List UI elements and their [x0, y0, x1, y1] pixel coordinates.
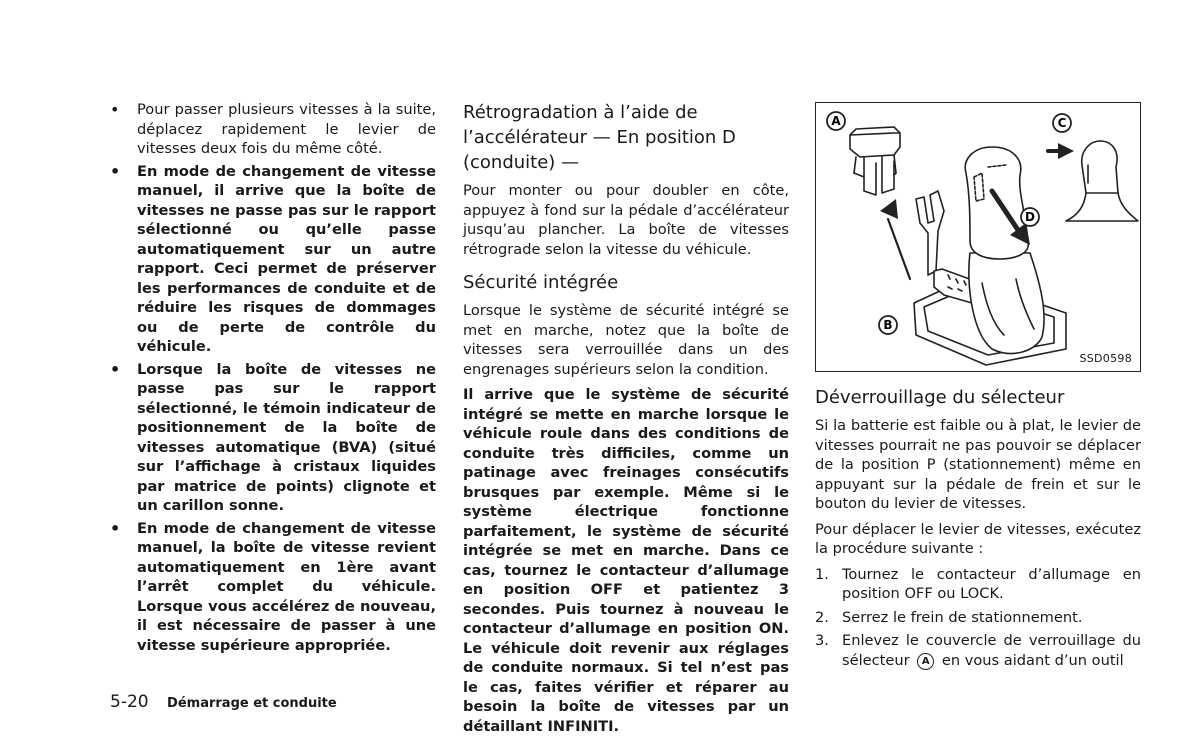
failsafe-heading: Sécurité intégrée	[463, 272, 619, 293]
middle-column	[463, 100, 789, 742]
failsafe-paragraph: Lorsque le système de sécurité intégré se met en marche, notez que la boîte de vitesses sera verrouillée dans un des engrenages supérieurs selon la condition.	[463, 302, 789, 378]
step-text: Enlevez le couvercle de verrouillage du sélecteur	[842, 632, 1141, 669]
bullet-item: • En mode de changement de vitesse manuel, il arrive que la boîte de vitesses ne passe pas sur le rapport sélectionné ou qu’elle passe automatiquement sur un autre rapport. Ceci permet de préserver les performances de conduite et de réduire les risques de dommages ou de perte de contrôle du véhicule.	[110, 162, 436, 357]
step-number: 1.	[815, 565, 829, 583]
label-c: C	[1057, 116, 1067, 130]
figure-code: SSD0598	[1079, 352, 1132, 365]
label-a: A	[831, 114, 841, 128]
page-number: 5-20	[110, 692, 149, 712]
bullet-item: • Lorsque la boîte de vitesses ne passe pas sur le rapport sélectionné, le témoin indicateur de positionnement de la boîte de vitesses automatique (BVA) (situé sur l’affichage à cristaux liquides par matrice de points) clignote et un carillon sonne.	[110, 360, 436, 516]
procedure-intro: Pour déplacer le levier de vitesses, exécutez la procédure suivante :	[815, 520, 1141, 557]
bullet-item: • En mode de changement de vitesse manuel, la boîte de vitesse revient automatiquement en 1ère avant l’arrêt complet du véhicule. Lorsque vous accélérez de nouveau, il est nécessaire de passer à une vitesse supérieure appropriée.	[110, 519, 436, 656]
left-column	[110, 100, 436, 658]
shifter-drawing	[816, 103, 1140, 371]
right-column	[815, 385, 1141, 674]
step-text: en vous aidant d’un outil	[941, 651, 1124, 669]
step-text: Tournez le contacteur d’allumage en position OFF ou LOCK.	[842, 565, 1141, 602]
shift-lock-paragraph: Si la batterie est faible ou à plat, le levier de vitesses pourrait ne pas pouvoir se déplacer de la position P (stationnement) même en appuyant sur la pédale de frein et sur le bouton du levier de vitesses.	[815, 417, 1141, 512]
marker-a-icon: A	[917, 653, 934, 670]
bullet-list	[110, 100, 436, 655]
step-item	[815, 631, 1141, 670]
step-item	[815, 565, 1141, 604]
shift-lock-illustration	[815, 102, 1141, 372]
page-footer	[110, 692, 337, 712]
step-number: 3.	[815, 632, 829, 649]
kickdown-paragraph: Pour monter ou pour doubler en côte, appuyez à fond sur la pédale d’accélérateur jusqu’au plancher. La boîte de vitesses rétrograde selon la vitesse du véhicule.	[463, 182, 789, 258]
label-b: B	[883, 318, 893, 332]
step-number: 2.	[815, 608, 829, 626]
section-title: Démarrage et conduite	[167, 696, 337, 711]
step-item	[815, 608, 1141, 628]
failsafe-warning: Il arrive que le système de sécurité intégré se mette en marche lorsque le véhicule roule dans des conditions de conduite très difficiles, comme un patinage avec freinages consécutifs brusques par exemple. Même si le système électrique fonctionne parfaitement, le système de sécurité intégrée se met en marche. Dans ce cas, tournez le contacteur d’allumage en position OFF et patientez 3 secondes. Puis tournez à nouveau le contacteur d’allumage en position ON. Le véhicule doit revenir aux réglages de conduite normaux. Si tel n’est pas le cas, faites vérifier et réparer au besoin la boîte de vitesses par un détaillant INFINITI.	[463, 386, 789, 735]
kickdown-heading: Rétrogradation à l’aide de l’accélérateur — En position D (conduite) —	[463, 102, 736, 173]
bullet-item: • Pour passer plusieurs vitesses à la suite, déplacez rapidement le levier de vitesses deux fois du même côté.	[110, 100, 436, 159]
shift-lock-heading: Déverrouillage du sélecteur	[815, 387, 1065, 408]
procedure-steps	[815, 565, 1141, 671]
label-d: D	[1025, 210, 1035, 224]
step-text: Serrez le frein de stationnement.	[842, 608, 1083, 626]
